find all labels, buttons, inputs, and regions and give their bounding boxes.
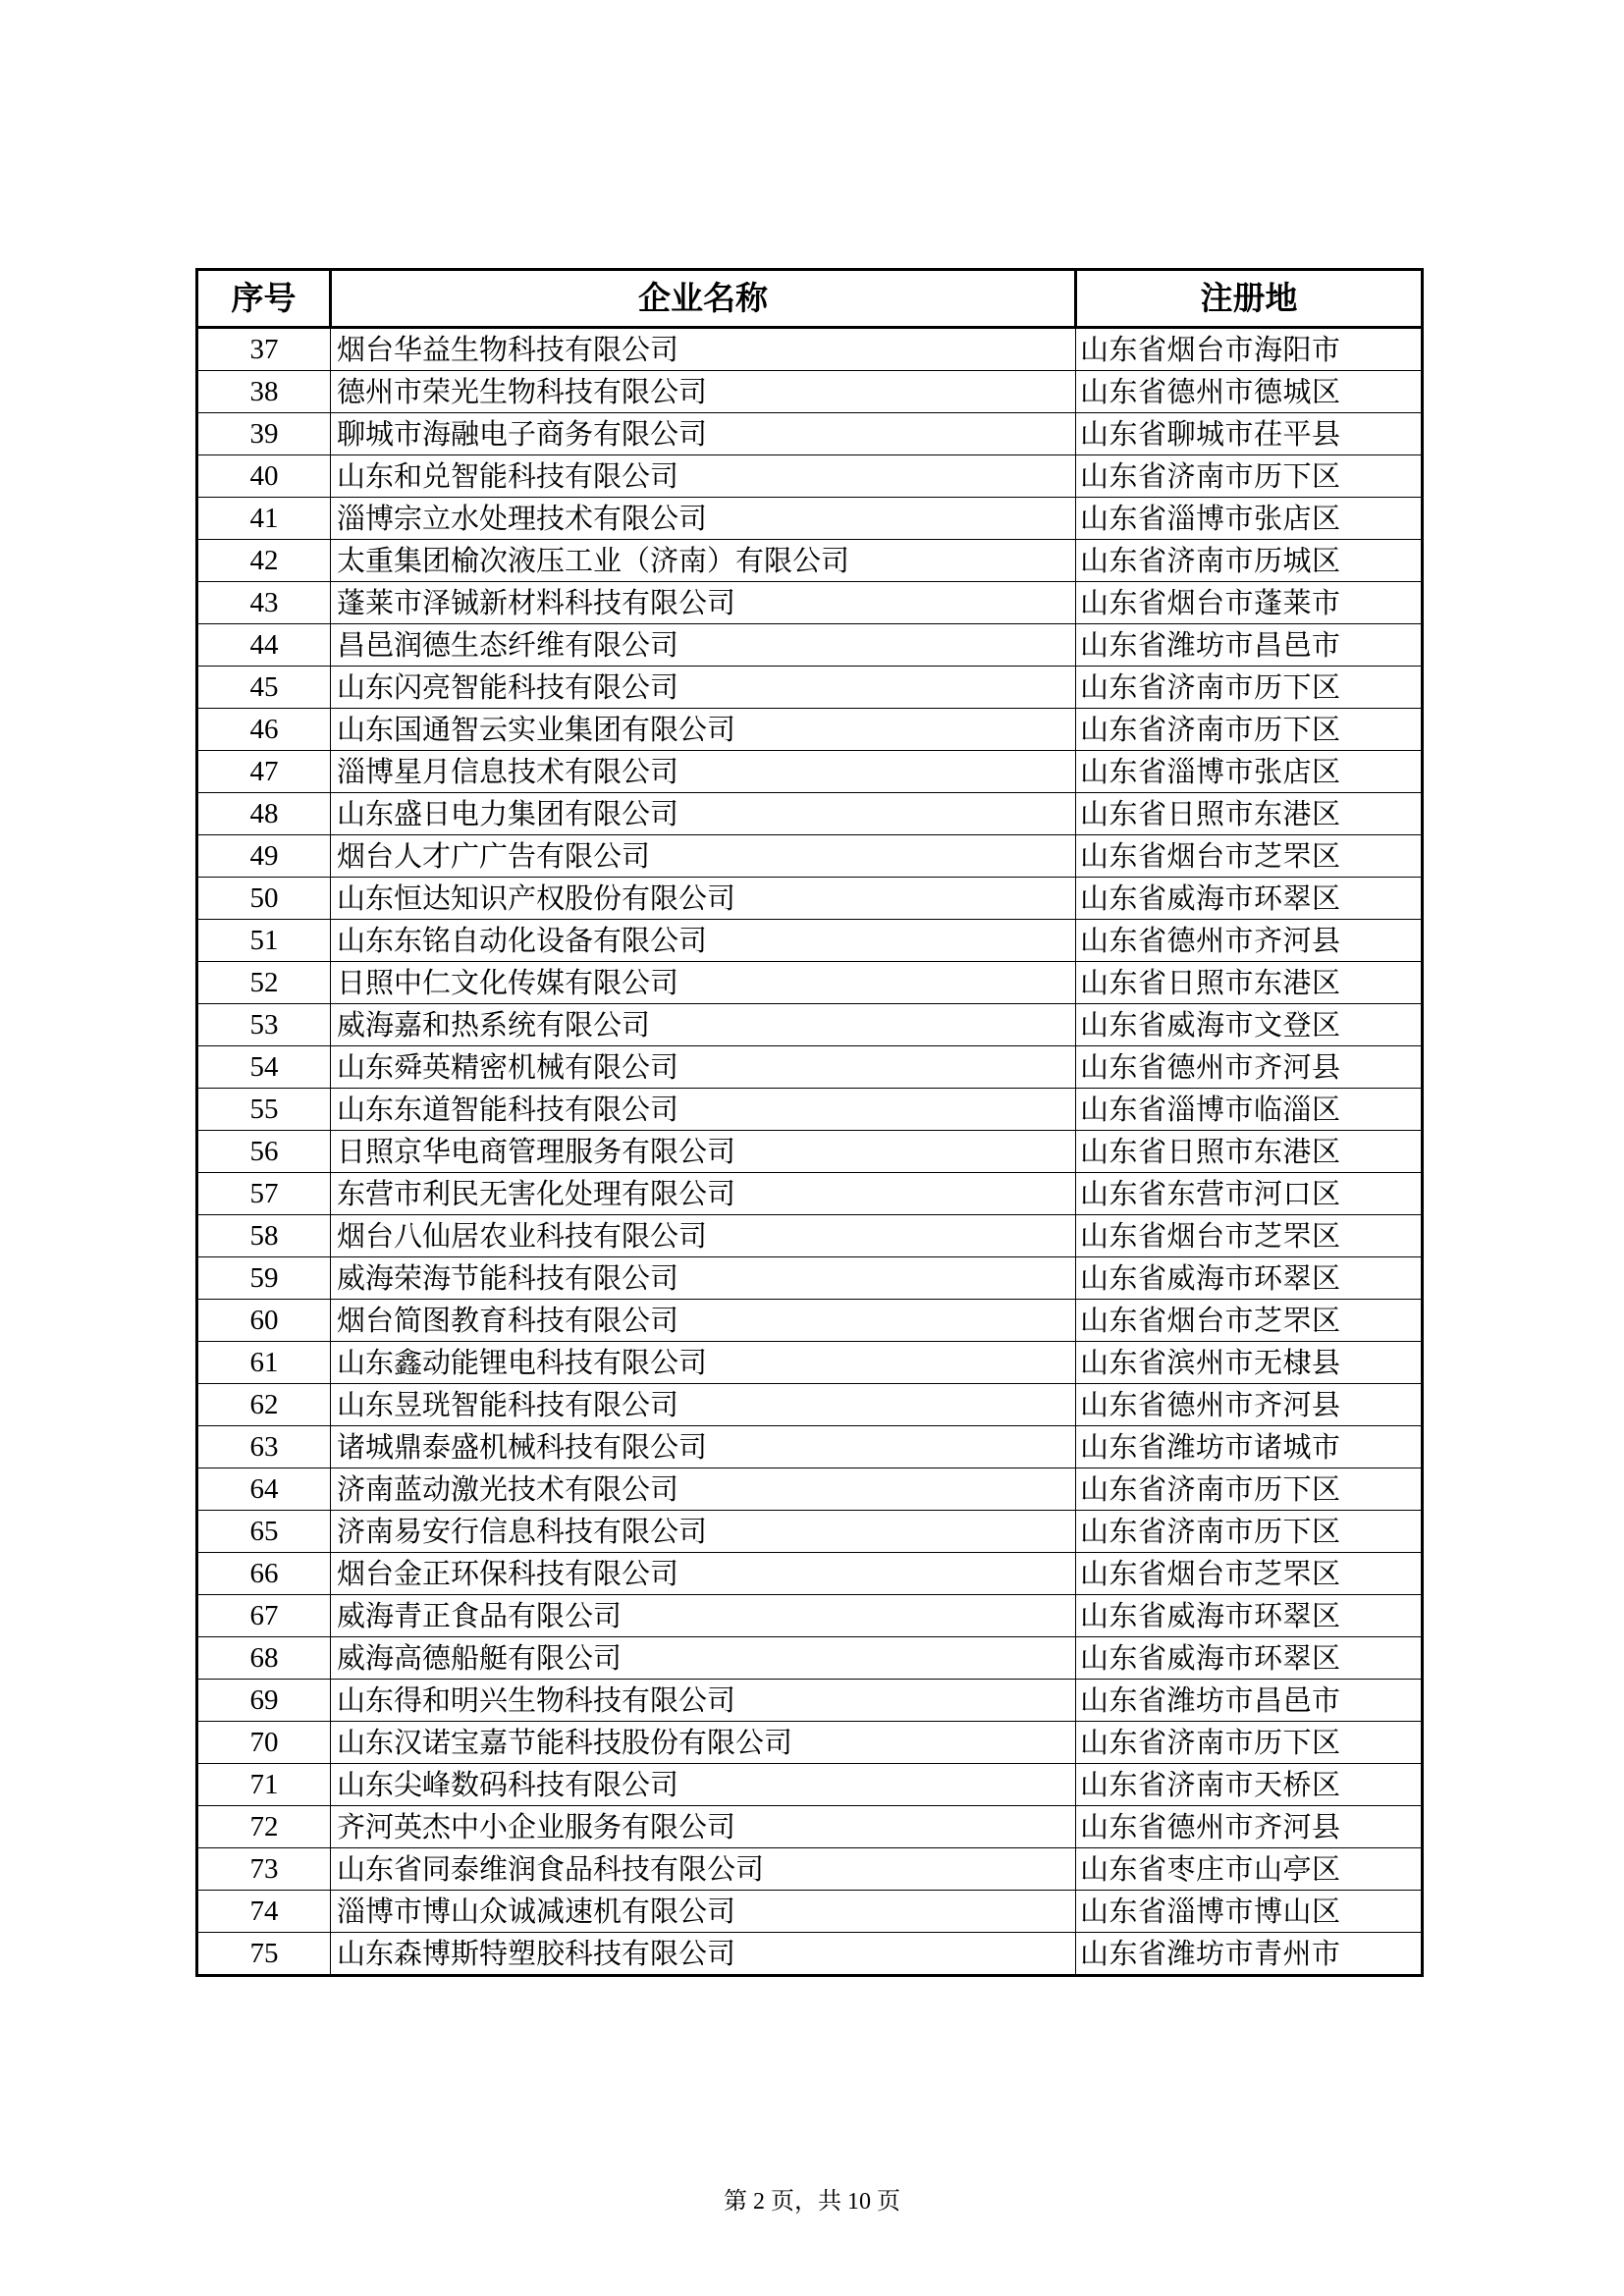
row-registered-place: 山东省东营市河口区 [1076, 1173, 1423, 1215]
row-registered-place: 山东省济南市历下区 [1076, 667, 1423, 709]
table-body [197, 328, 1423, 1976]
table-row [197, 624, 1423, 667]
table-row [197, 328, 1423, 371]
row-serial-number: 56 [197, 1131, 331, 1173]
table-row [197, 1131, 1423, 1173]
table-row [197, 1595, 1423, 1637]
table-row [197, 962, 1423, 1004]
row-serial-number: 40 [197, 455, 331, 498]
row-serial-number: 54 [197, 1046, 331, 1089]
row-registered-place: 山东省济南市历下区 [1076, 1511, 1423, 1553]
row-registered-place: 山东省烟台市芝罘区 [1076, 1215, 1423, 1257]
row-registered-place: 山东省聊城市茌平县 [1076, 413, 1423, 455]
table-row [197, 1722, 1423, 1764]
row-serial-number: 39 [197, 413, 331, 455]
table-row [197, 498, 1423, 540]
row-serial-number: 43 [197, 582, 331, 624]
row-enterprise-name: 淄博星月信息技术有限公司 [331, 751, 1076, 793]
row-registered-place: 山东省济南市历下区 [1076, 709, 1423, 751]
row-serial-number: 55 [197, 1089, 331, 1131]
table-row [197, 1468, 1423, 1511]
row-enterprise-name: 山东闪亮智能科技有限公司 [331, 667, 1076, 709]
header-enterprise-name: 企业名称 [331, 270, 1076, 328]
table-row [197, 371, 1423, 413]
table-row [197, 1553, 1423, 1595]
row-serial-number: 49 [197, 835, 331, 878]
row-enterprise-name: 太重集团榆次液压工业（济南）有限公司 [331, 540, 1076, 582]
row-serial-number: 45 [197, 667, 331, 709]
row-enterprise-name: 山东舜英精密机械有限公司 [331, 1046, 1076, 1089]
row-registered-place: 山东省德州市齐河县 [1076, 920, 1423, 962]
row-enterprise-name: 烟台华益生物科技有限公司 [331, 328, 1076, 371]
row-serial-number: 58 [197, 1215, 331, 1257]
row-enterprise-name: 烟台简图教育科技有限公司 [331, 1300, 1076, 1342]
table-row [197, 582, 1423, 624]
row-serial-number: 37 [197, 328, 331, 371]
row-registered-place: 山东省威海市文登区 [1076, 1004, 1423, 1046]
table-row [197, 1891, 1423, 1933]
row-serial-number: 50 [197, 878, 331, 920]
row-serial-number: 63 [197, 1426, 331, 1468]
table-row [197, 1426, 1423, 1468]
row-enterprise-name: 淄博宗立水处理技术有限公司 [331, 498, 1076, 540]
table-row [197, 1848, 1423, 1891]
header-row [197, 270, 1423, 328]
row-registered-place: 山东省烟台市海阳市 [1076, 328, 1423, 371]
table-row [197, 1806, 1423, 1848]
row-serial-number: 60 [197, 1300, 331, 1342]
table-row [197, 540, 1423, 582]
row-enterprise-name: 济南易安行信息科技有限公司 [331, 1511, 1076, 1553]
row-serial-number: 44 [197, 624, 331, 667]
row-registered-place: 山东省威海市环翠区 [1076, 1257, 1423, 1300]
table-header [197, 270, 1423, 328]
row-serial-number: 68 [197, 1637, 331, 1680]
table-row [197, 920, 1423, 962]
row-enterprise-name: 烟台人才广广告有限公司 [331, 835, 1076, 878]
row-serial-number: 75 [197, 1933, 331, 1976]
table-row [197, 1004, 1423, 1046]
row-serial-number: 42 [197, 540, 331, 582]
row-registered-place: 山东省烟台市蓬莱市 [1076, 582, 1423, 624]
row-registered-place: 山东省潍坊市青州市 [1076, 1933, 1423, 1976]
row-registered-place: 山东省潍坊市昌邑市 [1076, 624, 1423, 667]
table-row [197, 793, 1423, 835]
row-registered-place: 山东省烟台市芝罘区 [1076, 1553, 1423, 1595]
row-registered-place: 山东省日照市东港区 [1076, 1131, 1423, 1173]
row-registered-place: 山东省威海市环翠区 [1076, 1595, 1423, 1637]
row-enterprise-name: 山东东铭自动化设备有限公司 [331, 920, 1076, 962]
row-serial-number: 57 [197, 1173, 331, 1215]
row-enterprise-name: 东营市利民无害化处理有限公司 [331, 1173, 1076, 1215]
row-registered-place: 山东省济南市历城区 [1076, 540, 1423, 582]
row-enterprise-name: 山东尖峰数码科技有限公司 [331, 1764, 1076, 1806]
row-serial-number: 64 [197, 1468, 331, 1511]
row-enterprise-name: 昌邑润德生态纤维有限公司 [331, 624, 1076, 667]
row-enterprise-name: 聊城市海融电子商务有限公司 [331, 413, 1076, 455]
table-row [197, 1764, 1423, 1806]
row-enterprise-name: 山东东道智能科技有限公司 [331, 1089, 1076, 1131]
table-row [197, 1215, 1423, 1257]
row-serial-number: 71 [197, 1764, 331, 1806]
row-enterprise-name: 威海青正食品有限公司 [331, 1595, 1076, 1637]
row-registered-place: 山东省德州市齐河县 [1076, 1384, 1423, 1426]
table-row [197, 1300, 1423, 1342]
row-registered-place: 山东省济南市历下区 [1076, 1722, 1423, 1764]
table-row [197, 1384, 1423, 1426]
row-enterprise-name: 威海高德船艇有限公司 [331, 1637, 1076, 1680]
row-enterprise-name: 烟台金正环保科技有限公司 [331, 1553, 1076, 1595]
page-number-footer: 第 2 页，共 10 页 [724, 2189, 900, 2215]
row-enterprise-name: 山东昱珖智能科技有限公司 [331, 1384, 1076, 1426]
row-enterprise-name: 威海荣海节能科技有限公司 [331, 1257, 1076, 1300]
enterprise-table [195, 268, 1424, 1977]
table-row [197, 667, 1423, 709]
row-registered-place: 山东省淄博市临淄区 [1076, 1089, 1423, 1131]
table-row [197, 1637, 1423, 1680]
row-serial-number: 67 [197, 1595, 331, 1637]
row-enterprise-name: 山东鑫动能锂电科技有限公司 [331, 1342, 1076, 1384]
table-row [197, 878, 1423, 920]
header-registered-place: 注册地 [1076, 270, 1423, 328]
table-row [197, 835, 1423, 878]
row-enterprise-name: 淄博市博山众诚减速机有限公司 [331, 1891, 1076, 1933]
row-serial-number: 41 [197, 498, 331, 540]
row-registered-place: 山东省日照市东港区 [1076, 793, 1423, 835]
table-row [197, 1342, 1423, 1384]
row-registered-place: 山东省淄博市博山区 [1076, 1891, 1423, 1933]
table-row [197, 1680, 1423, 1722]
table-row [197, 1933, 1423, 1976]
row-enterprise-name: 德州市荣光生物科技有限公司 [331, 371, 1076, 413]
row-enterprise-name: 山东恒达知识产权股份有限公司 [331, 878, 1076, 920]
table-row [197, 1511, 1423, 1553]
row-registered-place: 山东省德州市齐河县 [1076, 1046, 1423, 1089]
row-enterprise-name: 山东得和明兴生物科技有限公司 [331, 1680, 1076, 1722]
row-registered-place: 山东省淄博市张店区 [1076, 498, 1423, 540]
row-serial-number: 65 [197, 1511, 331, 1553]
table-row [197, 455, 1423, 498]
row-enterprise-name: 济南蓝动激光技术有限公司 [331, 1468, 1076, 1511]
row-registered-place: 山东省济南市天桥区 [1076, 1764, 1423, 1806]
row-registered-place: 山东省德州市德城区 [1076, 371, 1423, 413]
row-enterprise-name: 山东省同泰维润食品科技有限公司 [331, 1848, 1076, 1891]
row-registered-place: 山东省威海市环翠区 [1076, 1637, 1423, 1680]
row-enterprise-name: 山东森博斯特塑胶科技有限公司 [331, 1933, 1076, 1976]
table-row [197, 709, 1423, 751]
row-serial-number: 62 [197, 1384, 331, 1426]
row-registered-place: 山东省威海市环翠区 [1076, 878, 1423, 920]
row-serial-number: 47 [197, 751, 331, 793]
row-registered-place: 山东省烟台市芝罘区 [1076, 1300, 1423, 1342]
row-registered-place: 山东省枣庄市山亭区 [1076, 1848, 1423, 1891]
row-serial-number: 51 [197, 920, 331, 962]
table-row [197, 1257, 1423, 1300]
table-row [197, 1173, 1423, 1215]
row-serial-number: 70 [197, 1722, 331, 1764]
row-serial-number: 59 [197, 1257, 331, 1300]
row-enterprise-name: 诸城鼎泰盛机械科技有限公司 [331, 1426, 1076, 1468]
row-registered-place: 山东省德州市齐河县 [1076, 1806, 1423, 1848]
row-serial-number: 61 [197, 1342, 331, 1384]
row-serial-number: 52 [197, 962, 331, 1004]
row-serial-number: 48 [197, 793, 331, 835]
row-serial-number: 73 [197, 1848, 331, 1891]
row-enterprise-name: 山东国通智云实业集团有限公司 [331, 709, 1076, 751]
row-registered-place: 山东省日照市东港区 [1076, 962, 1423, 1004]
row-serial-number: 66 [197, 1553, 331, 1595]
row-enterprise-name: 日照中仁文化传媒有限公司 [331, 962, 1076, 1004]
row-enterprise-name: 山东汉诺宝嘉节能科技股份有限公司 [331, 1722, 1076, 1764]
table-row [197, 751, 1423, 793]
row-registered-place: 山东省潍坊市昌邑市 [1076, 1680, 1423, 1722]
row-serial-number: 72 [197, 1806, 331, 1848]
row-serial-number: 74 [197, 1891, 331, 1933]
row-serial-number: 46 [197, 709, 331, 751]
row-registered-place: 山东省济南市历下区 [1076, 455, 1423, 498]
table-row [197, 413, 1423, 455]
row-registered-place: 山东省烟台市芝罘区 [1076, 835, 1423, 878]
row-registered-place: 山东省潍坊市诸城市 [1076, 1426, 1423, 1468]
row-registered-place: 山东省淄博市张店区 [1076, 751, 1423, 793]
row-enterprise-name: 威海嘉和热系统有限公司 [331, 1004, 1076, 1046]
row-registered-place: 山东省济南市历下区 [1076, 1468, 1423, 1511]
row-enterprise-name: 日照京华电商管理服务有限公司 [331, 1131, 1076, 1173]
row-serial-number: 69 [197, 1680, 331, 1722]
row-enterprise-name: 烟台八仙居农业科技有限公司 [331, 1215, 1076, 1257]
row-enterprise-name: 蓬莱市泽铖新材料科技有限公司 [331, 582, 1076, 624]
row-enterprise-name: 山东和兑智能科技有限公司 [331, 455, 1076, 498]
row-registered-place: 山东省滨州市无棣县 [1076, 1342, 1423, 1384]
header-serial-number: 序号 [197, 270, 331, 328]
row-serial-number: 53 [197, 1004, 331, 1046]
table-row [197, 1089, 1423, 1131]
row-enterprise-name: 齐河英杰中小企业服务有限公司 [331, 1806, 1076, 1848]
row-serial-number: 38 [197, 371, 331, 413]
table-row [197, 1046, 1423, 1089]
row-enterprise-name: 山东盛日电力集团有限公司 [331, 793, 1076, 835]
